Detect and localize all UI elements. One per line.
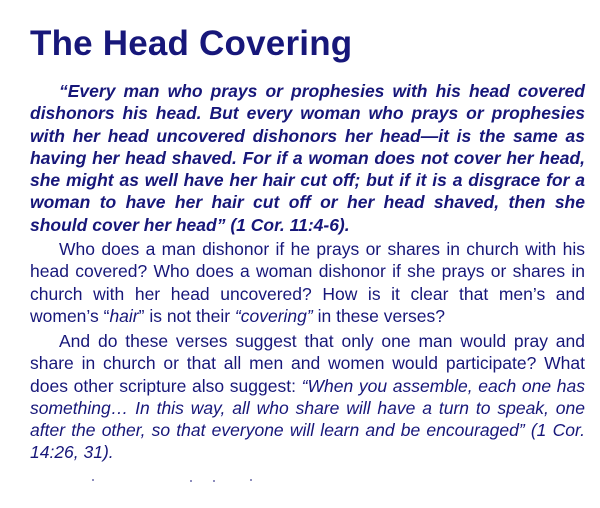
question-paragraph-1: [30, 238, 585, 327]
scripture-quote-2: “When you assemble, each one has something… In this way, all who share will have a turn to speak, one after the other, so that everyone will learn and be encouraged” (1 Cor. 14:26, 31).: [30, 375, 585, 463]
scripture-quote-paragraph: [30, 80, 585, 236]
cropped-text-remnants: [0, 478, 600, 484]
question-paragraph-2: [30, 330, 585, 464]
question-1-text-a: Who does a man dishonor if he prays or shares in church with his head covered? Who does a woman dishonor if she prays or shares in church with her head uncovered? How is it clear that men’s and women’s “: [30, 239, 585, 326]
question-1-text-c: in these verses?: [312, 305, 446, 326]
remnant-mark: [190, 480, 192, 482]
question-1-text-b: ” is not their: [138, 305, 235, 326]
question-2-text: And do these verses suggest that only one man would pray and share in church or that all men and women would participate? What does other scripture also suggest:: [30, 331, 585, 396]
remnant-mark: [250, 479, 252, 481]
remnant-mark: [213, 480, 215, 482]
scripture-quote-text: “Every man who prays or prophesies with his head covered dishonors his head. But every woman who prays or prophesies with her head uncovered dishonors her head—it is the same as having her head shaved. For if a woman does not cover her head, she might as well have her hair cut off; but if it is a disgrace for a woman to have her hair cut off or her head shaved, then she should cover her head” (1 Cor. 11:4-6).: [30, 81, 585, 235]
hair-emphasis: hair: [109, 305, 139, 326]
page-title: The Head Covering: [30, 24, 353, 63]
covering-emphasis: “covering”: [234, 305, 313, 326]
remnant-mark: [92, 479, 94, 481]
